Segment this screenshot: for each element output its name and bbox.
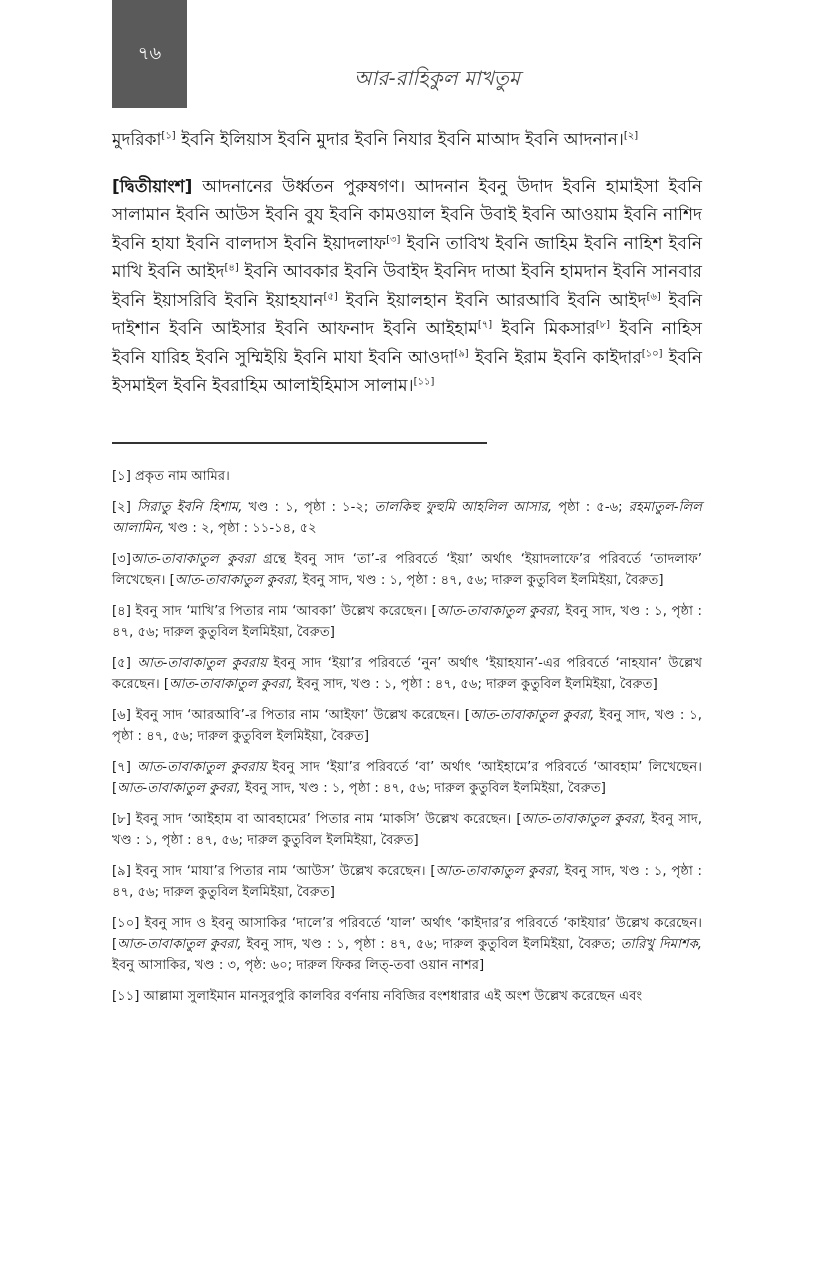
text-span: [৫] bbox=[112, 656, 138, 671]
text-span: [২] bbox=[112, 500, 137, 515]
text-span: ইবনি নাহিস ইবনি যারিহ ইবনি সুম্মিইয়ি ইবনি মাযা ইবনি আওদা bbox=[112, 319, 702, 368]
lineage-paragraph-2 bbox=[112, 173, 702, 401]
text-span: ইবনু সাদ, খণ্ড : ১, পৃষ্ঠা : ৪৭, ৫৬; দারুল কুতুবিল ইলমিইয়া, বৈরুত; bbox=[241, 937, 621, 952]
text-span: ইবনু সাদ, খণ্ড : ১, পৃষ্ঠা : ৪৭, ৫৬; দারুল কুতুবিল ইলমিইয়া, বৈরুত] bbox=[112, 864, 702, 900]
text-span: [১০] ইবনু সাদ ও ইবনু আসাকির ‘দালে’র পরিবর্তে ‘যাল’ অর্থাৎ ‘কাইদার’র পরিবর্তে ‘কাইযার’ উল্লেখ করেছেন। [ bbox=[112, 916, 702, 952]
footnote-6 bbox=[112, 705, 702, 747]
text-span: ইবনি মিকসার bbox=[492, 319, 596, 339]
text-span: ইবনু আসাকির, খণ্ড : ৩, পৃষ্ঠ: ৬০; দারুল ফিকর লিত্-তবা ওয়ান নাশর] bbox=[112, 958, 485, 973]
book-title: আত-তাবাকাতুল কুবরা bbox=[130, 552, 255, 567]
text-span: [৯] ইবনু সাদ ‘মাযা’র পিতার নাম ‘আউস’ উল্লেখ করেছেন। [ bbox=[112, 864, 436, 879]
text-span: ইবনি ইয়ালহান ইবনি আরআবি ইবনি আইদ bbox=[337, 290, 647, 311]
text-span: [৮] ইবনু সাদ ‘আইহাম বা আবহামের’ পিতার নাম ‘মাকসি’ উল্লেখ করেছেন। [ bbox=[112, 812, 522, 827]
text-span: [৭] bbox=[112, 760, 137, 775]
footnote-2 bbox=[112, 497, 702, 539]
book-title: তারিখু দিমাশক, bbox=[620, 937, 702, 952]
page-number: ৭৬ bbox=[137, 42, 162, 64]
text-span: ইবনি তাবিখ ইবনি জাহিম ইবনি নাহিশ ইবনি মাখি ইবনি আইদ bbox=[112, 233, 702, 282]
text-span: খণ্ড : ১, পৃষ্ঠা : ১-২; bbox=[242, 500, 375, 515]
text-span: ইবনি ইরাম ইবনি কাইদার bbox=[468, 347, 642, 368]
running-title: আর-রাহিকুল মাখতুম bbox=[354, 66, 520, 90]
footnote-9 bbox=[112, 861, 702, 903]
footnote-5 bbox=[112, 653, 702, 695]
footnote-ref: [৩] bbox=[386, 233, 401, 245]
book-title: আত-তাবাকাতুল কুবরা, bbox=[469, 708, 595, 723]
book-title: সিরাতু ইবনি হিশাম, bbox=[137, 500, 243, 515]
text-span: ইবনু সাদ, খণ্ড : ১, পৃষ্ঠা : ৪৭, ৫৬; দারুল কুতুবিল ইলমিইয়া, বৈরুত] bbox=[112, 708, 702, 744]
text-span: ইবনি ইসমাইল ইবনি ইবরাহিম আলাইহিমাস সালাম। bbox=[112, 347, 703, 396]
footnote-ref: [৫] bbox=[323, 290, 338, 302]
footnote-10 bbox=[112, 913, 702, 976]
book-title: আত-তাবাকাতুল কুবরা, bbox=[169, 677, 293, 692]
text-span: মুদরিকা bbox=[112, 130, 162, 150]
book-title: আত-তাবাকাতুল কুবরা, bbox=[174, 573, 299, 588]
text-span: ইবনু সাদ ‘ইয়া’র পরিবর্তে ‘বা’ অর্থাৎ ‘আইহামে’র পরিবর্তে ‘আবহাম’ লিখেছেন। [ bbox=[112, 760, 703, 796]
book-title: রহমাতুল-লিল আলামিন, bbox=[112, 500, 702, 536]
text-span: ইবনু সাদ, খণ্ড : ১, পৃষ্ঠা : ৪৭, ৫৬; দারুল কুতুবিল ইলমিইয়া, বৈরুত] bbox=[298, 573, 664, 588]
footnote-11: [১১] আল্লামা সুলাইমান মানসুরপুরি কালবির বর্ণনায় নবিজির বংশধারার এই অংশ উল্লেখ করেছেন এবং bbox=[112, 989, 643, 1004]
main-text bbox=[112, 126, 702, 401]
footnote-ref: [৯] bbox=[454, 347, 469, 359]
footnote-divider bbox=[112, 442, 487, 444]
footnotes bbox=[112, 466, 702, 1017]
book-title: আত-তাবাকাতুল কুবরায় bbox=[137, 656, 267, 671]
book-title: আত-তাবাকাতুল কুবরা, bbox=[117, 781, 241, 796]
text-span: ইবনু সাদ ‘ইয়া’র পরিবর্তে ‘নুন’ অর্থাৎ ‘ইয়াহযান’-এর পরিবর্তে ‘নাহযান’ উল্লেখ করেছেন। [ bbox=[112, 656, 703, 692]
book-title: তালকিহু ফুহুমি আহলিল আসার, bbox=[374, 500, 553, 515]
footnote-7 bbox=[112, 757, 702, 799]
page-number-tab bbox=[112, 0, 187, 108]
text-span: গ্রন্থে ইবনু সাদ ‘তা’-র পরিবর্তে ‘ইয়া’ অর্থাৎ ‘ইয়াদলাফে’র পরিবর্তে ‘তাদলাফ’ লিখেছেন। [ bbox=[112, 552, 702, 588]
footnote-ref: [১০] bbox=[641, 347, 663, 359]
text-span: ইবনু সাদ, খণ্ড : ১, পৃষ্ঠা : ৪৭, ৫৬; দারুল কুতুবিল ইলমিইয়া, বৈরুত] bbox=[240, 781, 606, 796]
text-span: পৃষ্ঠা : ৫-৬; bbox=[552, 500, 629, 515]
book-title: আত-তাবাকাতুল কুবরায় bbox=[136, 760, 267, 775]
footnote-1: [১] প্রকৃত নাম আমির। bbox=[112, 469, 230, 484]
footnote-ref: [৪] bbox=[224, 262, 239, 274]
text-span: খণ্ড : ২, পৃষ্ঠা : ১১-১৪, ৫২ bbox=[164, 521, 317, 536]
footnote-ref: [৮] bbox=[595, 319, 611, 331]
footnote-ref: [১১] bbox=[413, 376, 435, 388]
book-title: আত-তাবাকাতুল কুবরা, bbox=[435, 864, 560, 879]
book-title: আত-তাবাকাতুল কুবরা, bbox=[521, 812, 647, 827]
book-title: আত-তাবাকাতুল কুবরা, bbox=[117, 937, 242, 952]
footnote-ref: [৭] bbox=[477, 319, 493, 331]
footnote-4 bbox=[112, 601, 702, 643]
lineage-paragraph-1 bbox=[112, 126, 702, 155]
footnote-ref: [২] bbox=[623, 130, 639, 142]
text-span: ইবনু সাদ, খণ্ড : ১, পৃষ্ঠা : ৪৭, ৫৬; দারুল কুতুবিল ইলমিইয়া, বৈরুত] bbox=[112, 812, 702, 848]
footnote-3 bbox=[112, 549, 702, 591]
text-span: ইবনি আবকার ইবনি উবাইদ ইবনিদ দাআ ইবনি হামদান ইবনি সানবার ইবনি ইয়াসরিবি ইবনি ইয়াহযান bbox=[112, 262, 703, 311]
text-span: [৬] ইবনু সাদ ‘আরআবি’-র পিতার নাম ‘আইফা’ উল্লেখ করেছেন। [ bbox=[112, 708, 470, 723]
text-span: [৪] ইবনু সাদ ‘মাখি’র পিতার নাম ‘আবকা’ উল্লেখ করেছেন। [ bbox=[112, 604, 437, 619]
footnote-8 bbox=[112, 809, 702, 851]
book-title: আত-তাবাকাতুল কুবরা, bbox=[436, 604, 561, 619]
text-span: [৩] bbox=[112, 552, 131, 567]
text-span: ইবনি দাইশান ইবনি আইসার ইবনি আফনাদ ইবনি আইহাম bbox=[112, 290, 702, 339]
text-span: ইবনু সাদ, খণ্ড : ১, পৃষ্ঠা : ৪৭, ৫৬; দারুল কুতুবিল ইলমিইয়া, বৈরুত] bbox=[292, 677, 658, 692]
footnote-ref: [৬] bbox=[646, 290, 661, 302]
text-span: ইবনু সাদ, খণ্ড : ১, পৃষ্ঠা : ৪৭, ৫৬; দারুল কুতুবিল ইলমিইয়া, বৈরুত] bbox=[112, 604, 702, 640]
text-span: আদনানের উর্ধ্বতন পুরুষগণ। আদনান ইবনু উদাদ ইবনি হামাইসা ইবনি সালামান ইবনি আউস ইবনি বুয ইবনি কামওয়াল ইবনি উবাই ইবনি আওয়াম ইবনি নাশিদ ইবনি হাযা ইবনি বালদাস ইবনি ইয়াদলাফ bbox=[112, 176, 702, 254]
section-lead: [দ্বিতীয়াংশ] bbox=[112, 176, 193, 197]
footnote-ref: [১] bbox=[161, 130, 176, 142]
text-span: ইবনি ইলিয়াস ইবনি মুদার ইবনি নিযার ইবনি মাআদ ইবনি আদনান। bbox=[175, 130, 624, 150]
